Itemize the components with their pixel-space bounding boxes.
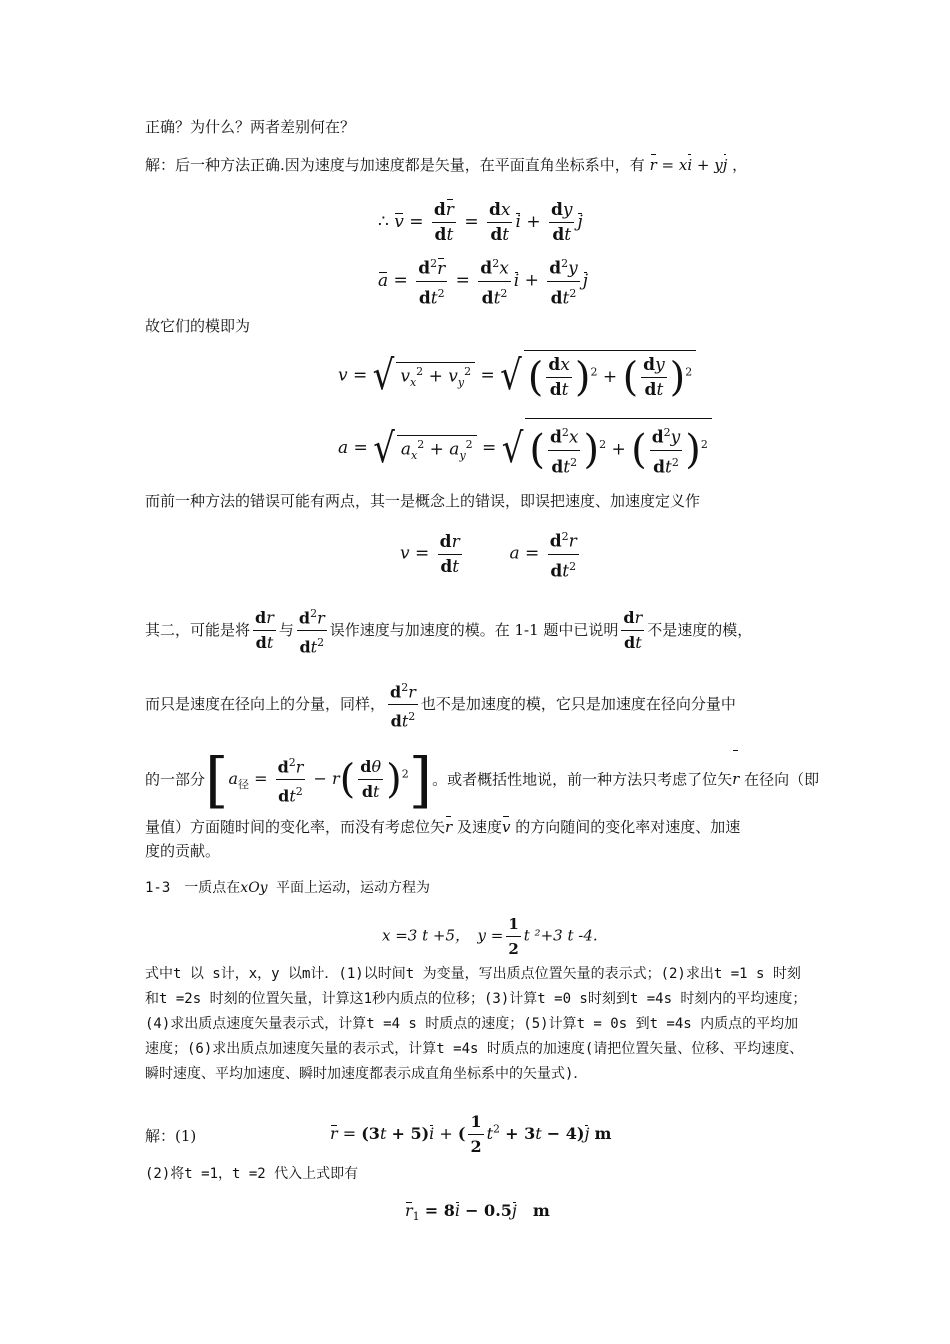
equation-wrong-definition: v = $\frac{dr}{dt}$ a = $\frac{d^2r}{dt^2}$ [400, 525, 582, 583]
text-line-7: 的一部分[$a_径$ = $\frac{d^2r}{dt^2}$ − r( $\frac{d\theta}{dt}$ )$^2$]。或者概括性地说，前一种方法只考虑了位矢r 在径向（即 [145, 745, 820, 816]
problem-heading: 1-3 一质点在xOy 平面上运动，运动方程为 [145, 880, 431, 896]
text-line-1: 正确？为什么？两者差别何在？ [145, 118, 356, 136]
equation-position-vector: r = (3t + 5)i + ( $\frac{1}{2}$ $t^2 + 3t - 4)j$ m [330, 1112, 612, 1156]
solution-part1-label: 解：(1) [145, 1127, 197, 1145]
equation-a-magnitude: a = √ $a_x^2 + a_y^2$ = √ ( $\frac{d^2x}{dt^2}$ )$^2$ + ( $\frac{d^2y}{dt^2}$ )$^2$ [338, 418, 712, 479]
problem-statement: 式中t 以 s计，x，y 以m计．(1)以时间t 为变量，写出质点位置矢量的表示式；(2)求出t =1 s 时刻和t =2s 时刻的位置矢量，计算这1秒内质点的位移；(3)计算t =0 s时刻到t =4s 时刻内的平均速度；(4)求出质点速度矢量表示式，计算t =4 s 时质点的速度；(5)计算t = 0s 到t =4s 内质点的平均加速度；(6)求出质点加速度矢量的表示式，计算t =4s 时质点的加速度(请把位置矢量、位移、平均速度、瞬时速度、平均加速度、瞬时加速度都表示成直角坐标系中的矢量式)． [145, 966, 807, 1082]
equation-r1: $r_1 = 8i - 0.5j$ m [405, 1201, 550, 1224]
text-line-3: 故它们的模即为 [145, 317, 251, 335]
vector-r-expression: r = xi + yj [650, 156, 728, 174]
text-line-5: 其二，可能是将 $\frac{dr}{dt}$ 与 $\frac{d^2r}{dt^2}$ 误作速度与加速度的模。在 1-1 题中已说明 $\frac{dr}{dt}$ 不是速度的模， [145, 602, 810, 660]
solution-part2-text: (2)将t =1，t =2 代入上式即有 [145, 1166, 359, 1182]
text-line-8: 量值）方面随时间的变化率，而没有考虑位矢r 及速度v 的方向随间的变化率对速度、加速 [145, 815, 810, 840]
text-line-4: 而前一种方法的错误可能有两点，其一是概念上的错误，即误把速度、加速度定义作 [145, 492, 701, 510]
equation-acceleration: a = $\frac{d^2r}{dt^2}$ = $\frac{d^2x}{dt^2}$ i + $\frac{d^2y}{dt^2}$ j [378, 252, 588, 310]
text-line-6: 而只是速度在径向上的分量，同样， $\frac{d^2r}{dt^2}$ 也不是加速度的模，它只是加速度在径向分量中 [145, 676, 810, 734]
equation-motion: x =3 t +5， y = $\frac{1}{2}$ t ²+3 t -4. [382, 912, 598, 961]
equation-velocity: ∴ v = $\frac{dr}{dt}$ = $\frac{dx}{dt}$ i + $\frac{dy}{dt}$ j [378, 200, 583, 245]
text-line-2: 解：后一种方法正确.因为速度与加速度都是矢量，在平面直角坐标系中，有 r = xi + yj ， [145, 153, 810, 178]
equation-v-magnitude: v = √ $v_x^2 + v_y^2$ = √ ( $\frac{dx}{dt}$ )$^2$ + ( $\frac{dy}{dt}$ )$^2$ [338, 350, 696, 402]
text-line-9: 度的贡献。 [145, 842, 221, 860]
